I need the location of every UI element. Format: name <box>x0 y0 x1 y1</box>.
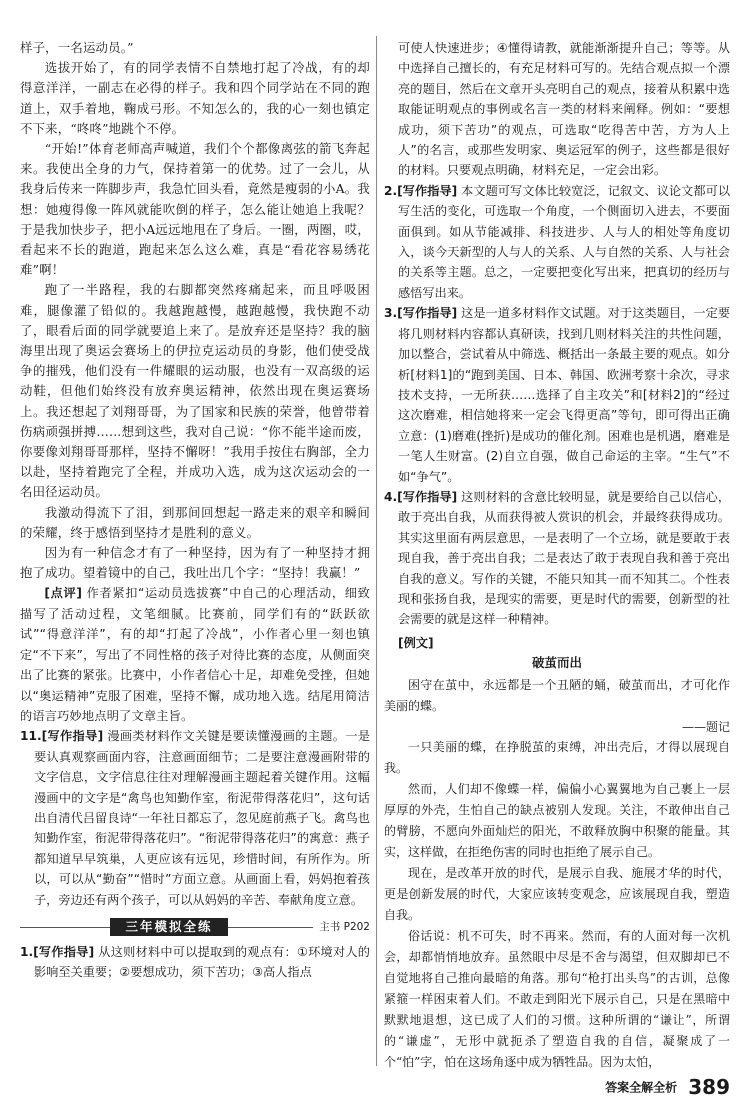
comment-tag: [点评] <box>44 586 83 601</box>
example-paragraph: 俗话说：机不可失，时不再来。然而，有的人面对每一次机会，却都悄悄地放弃。虽然眼中尽是不舍与渴望，但双脚却已不自觉地将自己推向最暗的角落。那句“枪打出头鸟”的古训，总像紧箍一样困束着人们。不敢走到阳光下展示自己，只是在黑暗中默默地退想，这已成了人们的习惯。这种所谓的“谦让”，所谓的“谦虚”，无形中就扼杀了塑造自我的自信，凝聚成了一个“怕”字，怕在这场角逐中成为牺牲品。因为太怕， <box>384 928 730 1069</box>
right-column <box>384 38 730 1073</box>
item-number: 11. <box>20 729 42 744</box>
item-number: 3. <box>384 306 398 321</box>
example-signature: ——题记 <box>681 719 730 734</box>
item-text: 这则材料的含意比较明显，就是要给自己以信心，敢于亮出自我，从而获得被人赏识的机会，并最终获得成功。其实这里面有两层意思，一是表明了一个立场，就是要敢于表现自我，善于亮出自我；二是表达了敢于表现自我和善于亮出自我的意义。写作的关键，不能只知其一而不知其二。个性表现和张扬自我，是现实的需要，更是时代的需要，创新型的社会需要的就是这样一种精神。 <box>398 489 731 627</box>
essay-paragraph: 跑了一半路程，我的右脚都突然疼痛起来，而且呼吸困难，腿像灌了铅似的。我越跑越慢，越跑越慢，我快跑不动了，眼看后面的同学就要追上来了。是放弃还是坚持？我的脑海里出现了奥运会赛场上的伊拉克运动员的身影，他们使受战争的摧残，他们没有一件耀眼的运动服，也没有一双高级的运动鞋，但他们始终没有放弃奥运精神，依然出现在奥运赛场上。我还想起了刘翔哥哥，为了国家和民族的荣誉，他曾带着伤病顽强拼搏……想到这些，我对自己说：“你不能半途而废，你要像刘翔哥哥那样，坚持不懈呀！”我用手按住右胸部，全力以赴，坚持着跑完了全程，并成功入选，成为这次运动会的一名田径运动员。 <box>20 282 370 500</box>
item-text: 漫画类材料作文关键是要读懂漫画的主题。一是要认真观察画面内容，注意画面细节；二是要注意漫画附带的文字信息，文字信息往往对理解漫画主题起着关键作用。这幅漫画中的文字是“禽鸟也知勤作室，衔泥带得落花归”，这句话出自清代吕留良诗“一年社日都忘了，忽见庭前燕子飞。禽鸟也知勤作室，衔泥带得落花归”。“衔泥带得落花归”的寓意：燕子都知道早早筑巢，人更应该有远见，珍惜时间，有所作为。所以，可以从“勤奋”“惜时”方面立意。从画面上看，妈妈抱着孩子，旁边还有两个孩子，可以从妈妈的辛苦、奉献角度立意。 <box>34 729 371 907</box>
section-header <box>20 916 370 938</box>
example-epigraph: 困守在茧中，永远都是一个丑陋的蛹，破茧而出，才可化作美丽的蝶。 <box>384 677 730 713</box>
page-footer <box>605 1075 730 1099</box>
example-label: [例文] <box>398 635 434 650</box>
answer-item-11 <box>20 726 370 910</box>
page-number: 389 <box>688 1075 730 1099</box>
example-paragraph: 一只美丽的蝶，在挣脱茧的束缚，冲出壳后，才得以展现自我。 <box>384 739 730 775</box>
item-tag: [写作指导] <box>397 489 458 504</box>
comment-block <box>20 583 370 726</box>
essay-paragraph: 样子，一名运动员。” <box>20 40 134 55</box>
footer-label: 答案全解全析 <box>605 1080 678 1095</box>
item-tag: [写作指导] <box>33 944 95 959</box>
column-divider <box>376 36 377 1066</box>
section-reference: 主书 P202 <box>313 919 370 934</box>
essay-paragraph: “开始!”体育老师高声喊道，我们个个都像离弦的箭飞奔起来。我使出全身的力气，保持着第一的优势。过了一会儿，从我身后传来一阵脚步声，我急忙回头看，竟然是瘦弱的小A。我想：她瘦得像一阵风就能吹倒的样子，怎么能让她追上我呢？于是我加快步子，把小A远远地甩在了身后。一圈，两圈，哎，看起来不长的跑道，跑起来怎么这么难，真是“看花容易绣花难”啊！ <box>20 141 370 278</box>
section-title: 三年模拟全练 <box>110 918 228 936</box>
answer-item-1 <box>20 942 370 983</box>
essay-paragraph: 我激动得流下了泪，到那间回想起一路走来的艰辛和瞬间的荣耀，终于感悟到坚持才是胜利的意义。 <box>20 504 370 540</box>
essay-paragraph: 因为有一种信念才有了一种坚持，因为有了一种坚持才拥抱了成功。望着镜中的自己，我吐出几个字：“坚持！我赢！” <box>20 545 370 581</box>
answer-item-4 <box>384 487 730 630</box>
item-tag: [写作指导] <box>397 183 458 198</box>
answer-item-3 <box>384 303 730 487</box>
item-tag: [写作指导] <box>397 306 458 321</box>
item-text: 从这则材料中可以提取到的观点有：①环境对人的影响至关重要；②要想成功，须下苦功；③高人指点 <box>34 944 370 980</box>
example-title: 破茧而出 <box>531 654 582 670</box>
answer-item-2 <box>384 181 730 303</box>
example-paragraph: 然而，人们却不像蝶一样，偏偏小心翼翼地为自己裹上一层厚厚的外壳，生怕自己的缺点被别人发现。关注，不敢伸出自己的臂膀，不愿向外面灿烂的阳光，不敢释放胸中积聚的能量。其实，这样做，在拒绝伤害的同时也拒绝了展示自己。 <box>384 781 730 859</box>
item-text: 本文题可写文体比较宽泛，记叙文、议论文都可以写生活的变化，可选取一个角度，一个侧面切入进去，不要面面俱到。如从节能减排、科技进步、人与人的相处等角度切入，谈今天新型的人与人的关系、人与自然的关系、人与社会的关系等主题。总之，一定要把变化写出来，把真切的经历与感悟写出来。 <box>398 183 731 300</box>
essay-paragraph: 选拔开始了，有的同学表情不自禁地打起了冷战，有的却得意洋洋，一副志在必得的样子。我和四个同学站在不同的跑道上，双手着地，鞠成弓形。不知怎么的，我的心一刻也镇定不下来，“咚咚”地跳个不停。 <box>20 60 370 136</box>
example-paragraph: 现在，是改革开放的时代，是展示自我、施展才华的时代，更是创新发展的时代，大家应该转变观念，应该展现自我，塑造自我。 <box>384 865 730 922</box>
item-number: 2. <box>384 183 398 198</box>
item-text: 这是一道多材料作文试题。对于这类题目，一定要将几则材料内容都认真研读，找到几则材料关注的共性问题，加以整合，尝试着从中筛选、概括出一条最主要的观点。如分析[材料1]的“跑到美国、日本、韩国、欧洲考察十余次，寻求技术支持，一无所获……选择了自主攻关”和[材料2]的“经过这次磨难，相信她将来一定会飞得更高”等句，即可得出正确立意：(1)磨难(挫折)是成功的催化剂。困难也是机遇，磨难是一笔人生财富。(2)自立自强，做自己命运的主宰。“生气”不如“争气”。 <box>398 306 731 484</box>
item-number: 1. <box>20 944 34 959</box>
item-tag: [写作指导] <box>41 729 104 744</box>
comment-text: 作者紧扣“运动员选拔赛”中自己的心理活动，细致描写了活动过程，文笔细腻。比赛前，同学们有的“跃跃欲试”“得意洋洋”，有的却“打起了冷战”，小作者心里一刻也镇定“不下来”，写出了不同性格的孩子对待比赛的态度，从侧面突出了比赛的紧张。比赛中，小作者信心十足，却难免受挫，但她以“奥运精神”克服了困难，坚持不懈，成功地入选。结尾用简洁的语言巧妙地点明了文章主旨。 <box>20 586 371 723</box>
left-column <box>20 38 370 983</box>
item-number: 4. <box>384 489 398 504</box>
answer-item-1-continued: 可使人快速进步；④懂得请教，就能渐渐提升自己；等等。从中选择自己擅长的，有充足材料可写的。先结合观点拟一个漂亮的题目，然后在文章开头亮明自己的观点，接着从积累中选取能证明观点的事例或名言一类的材料来阐释。例如：“要想成功，须下苦功”的观点，可选取“吃得苦中苦，方为人上人”的名言，或那些发明家、奥运冠军的例子，这些都是很好的材料。只要观点明确，材料充足，一定会出彩。 <box>398 41 730 178</box>
